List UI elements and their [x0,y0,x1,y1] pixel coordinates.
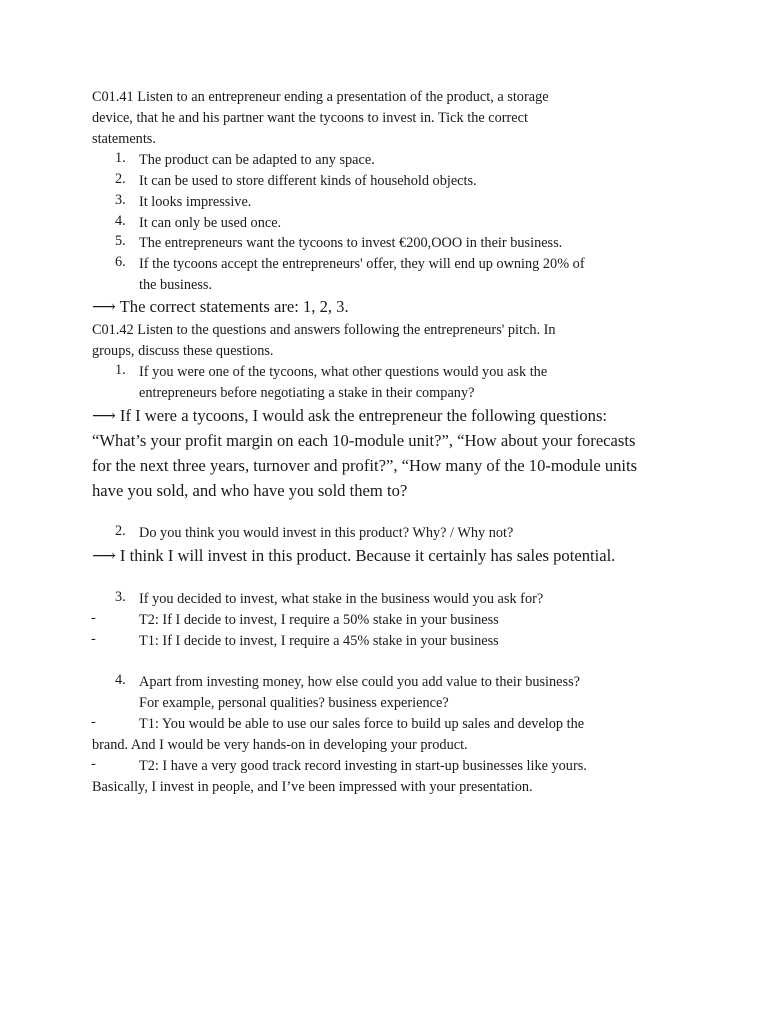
q41-item-1-number: 1. [115,150,126,166]
q42-answer-4-t2: T2: I have a very good track record investing in start-up businesses like yours. [139,758,587,774]
q41-item-5-text: The entrepreneurs want the tycoons to invest €200,OOO in their business. [139,235,563,251]
q41-item-3-text: It looks impressive. [139,194,252,210]
q41-item-2-number: 2. [115,171,126,187]
q42-question-4-text-cont: For example, personal qualities? business experience? [139,695,449,711]
q41-item-3-number: 3. [115,192,126,208]
q41-item-4-text: It can only be used once. [139,215,282,231]
q42-answer-1-line-3: for the next three years, turnover and profit?”, “How many of the 10-module units [92,456,638,475]
q41-intro-line-3: statements. [92,131,156,147]
q41-item-4-number: 4. [115,213,126,229]
q42-answer-4-t2-cont: Basically, I invest in people, and I’ve been impressed with your presentation. [92,779,533,795]
q42-answer-3-t1-dash: - [91,631,96,647]
q42-answer-4-t1-dash: - [91,714,96,730]
q42-answer-1-line-2: “What’s your profit margin on each 10-module unit?”, “How about your forecasts [92,431,636,450]
q41-intro-line-1: C01.41 Listen to an entrepreneur ending a presentation of the product, a storage [92,89,549,105]
q42-answer-3-t2-dash: - [91,610,96,626]
q41-answer: ⟶ The correct statements are: 1, 2, 3. [92,297,349,316]
q42-answer-4-t1-cont: brand. And I would be very hands-on in developing your product. [92,737,468,753]
q42-answer-3-t1: T1: If I decide to invest, I require a 45% stake in your business [139,633,499,649]
q42-question-3-text: If you decided to invest, what stake in the business would you ask for? [139,591,544,607]
q42-answer-4-t2-dash: - [91,756,96,772]
q42-question-1-text-cont: entrepreneurs before negotiating a stake in their company? [139,385,475,401]
q42-question-1-text: If you were one of the tycoons, what other questions would you ask the [139,364,548,380]
q41-item-2-text: It can be used to store different kinds of household objects. [139,173,477,189]
q41-item-6-number: 6. [115,254,126,270]
q42-question-2-number: 2. [115,523,126,539]
q41-item-1-text: The product can be adapted to any space. [139,152,375,168]
q41-item-6-text: If the tycoons accept the entrepreneurs' offer, they will end up owning 20% of [139,256,585,272]
q41-item-5-number: 5. [115,233,126,249]
q42-answer-1-line-1: ⟶ If I were a tycoons, I would ask the entrepreneur the following questions: [92,406,608,425]
q41-intro-line-2: device, that he and his partner want the tycoons to invest in. Tick the correct [92,110,528,126]
q42-question-4-number: 4. [115,672,126,688]
q42-intro-line-1: C01.42 Listen to the questions and answers following the entrepreneurs' pitch. In [92,322,556,338]
q42-answer-3-t2: T2: If I decide to invest, I require a 50% stake in your business [139,612,499,628]
q42-question-4-text: Apart from investing money, how else could you add value to their business? [139,674,580,690]
q42-answer-2: ⟶ I think I will invest in this product. Because it certainly has sales potential. [92,546,616,565]
q41-item-6-text-cont: the business. [139,277,213,293]
q42-answer-1-line-4: have you sold, and who have you sold them to? [92,481,408,500]
q42-question-3-number: 3. [115,589,126,605]
q42-question-2-text: Do you think you would invest in this product? Why? / Why not? [139,525,514,541]
q42-question-1-number: 1. [115,362,126,378]
q42-intro-line-2: groups, discuss these questions. [92,343,274,359]
q42-answer-4-t1: T1: You would be able to use our sales force to build up sales and develop the [139,716,585,732]
